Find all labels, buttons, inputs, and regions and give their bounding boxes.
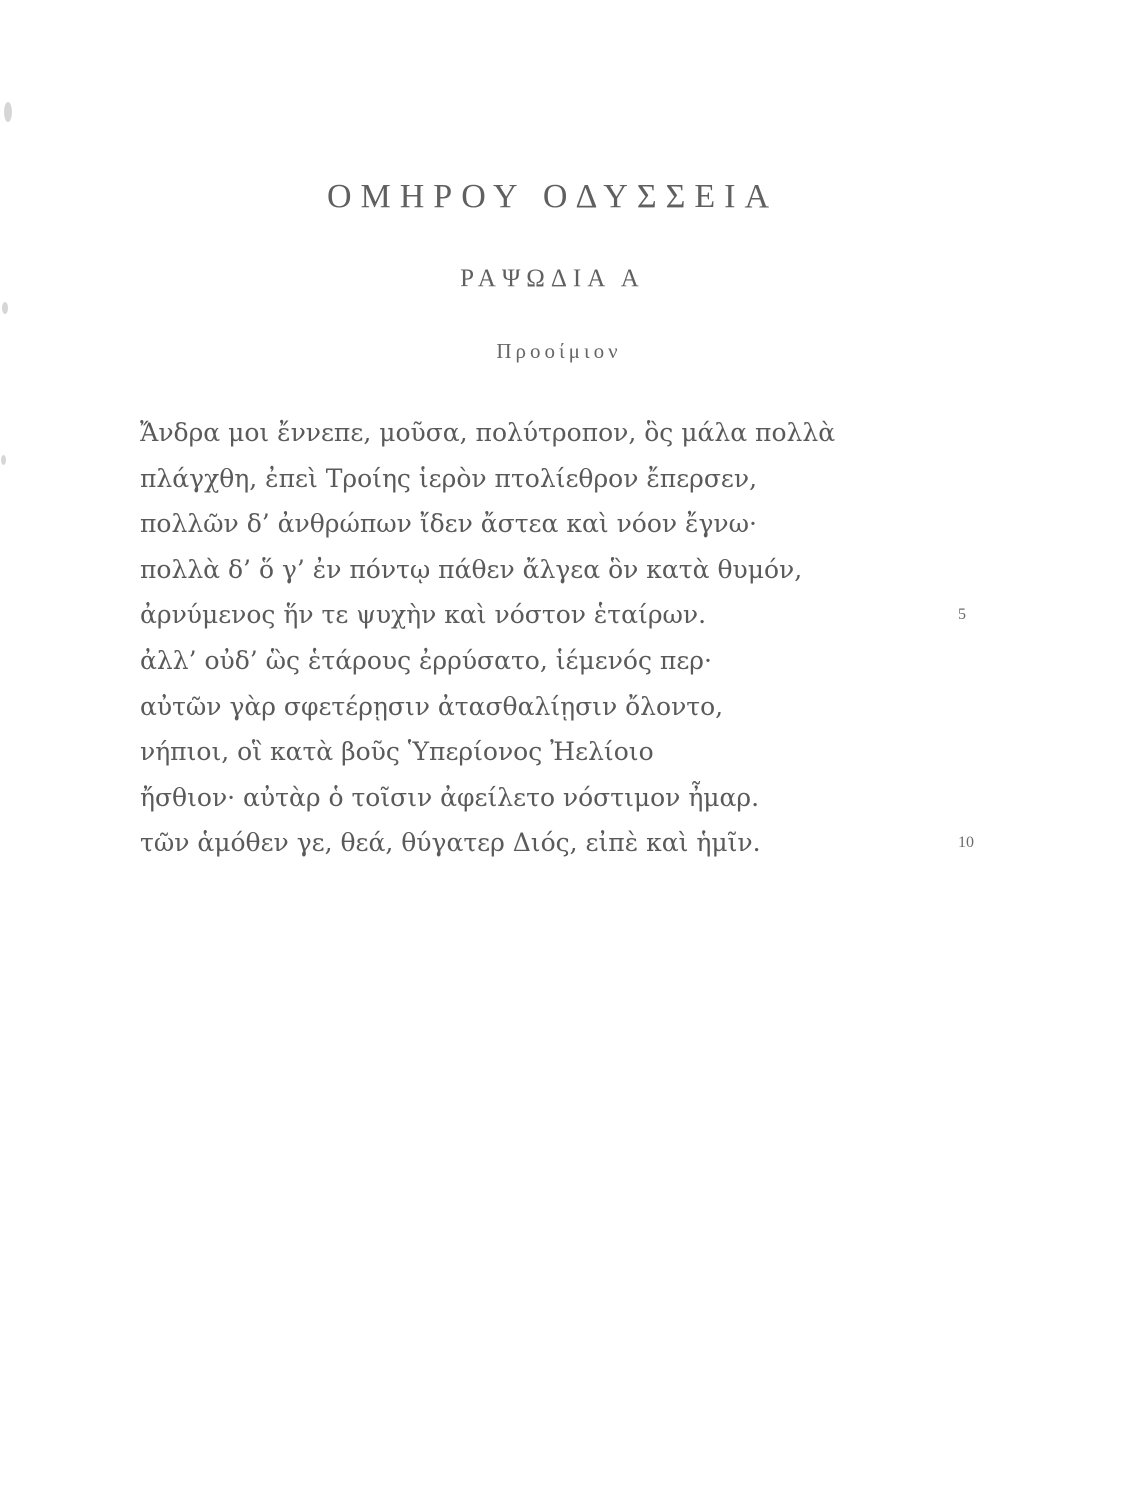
verse-line <box>140 820 1000 866</box>
margin-speck <box>4 102 12 122</box>
margin-speck <box>1 455 6 465</box>
verse-text: νήπιοι, οἳ κατὰ βοῦς Ὑπερίονος Ἠελίοιο <box>140 737 654 767</box>
verse-text: Ἄνδρα μοι ἔννεπε, μοῦσα, πολύτροπον, ὃς μάλα πολλὰ <box>140 418 836 447</box>
section-heading: Προοίμιον <box>496 339 622 363</box>
verse-text: ἤσθιον· αὐτὰρ ὁ τοῖσιν ἀφείλετο νόστιμον ἦμαρ. <box>140 782 760 812</box>
verse-line <box>140 638 1000 684</box>
verse-block <box>140 410 1000 866</box>
verse-text: τῶν ἁμόθεν γε, θεά, θύγατερ Διός, εἰπὲ καὶ ἡμῖν. <box>140 828 761 858</box>
line-number: 10 <box>958 834 974 852</box>
verse-text: αὐτῶν γὰρ σφετέρῃσιν ἀτασθαλίῃσιν ὄλοντο, <box>140 691 724 721</box>
line-number: 5 <box>958 606 966 624</box>
verse-line <box>140 410 1000 456</box>
verse-text: πλάγχθη, ἐπεὶ Τροίης ἱερὸν πτολίεθρον ἔπερσεν, <box>140 463 758 493</box>
verse-text: ἀρνύμενος ἥν τε ψυχὴν καὶ νόστον ἑταίρων. <box>140 600 707 630</box>
verse-line <box>140 592 1000 638</box>
verse-text: ἀλλ’ οὐδ’ ὣς ἑτάρους ἐρρύσατο, ἱέμενός περ· <box>140 645 712 675</box>
verse-text: πολλὰ δ’ ὅ γ’ ἐν πόντῳ πάθεν ἄλγεα ὃν κατὰ θυμόν, <box>140 554 803 584</box>
verse-line <box>140 456 1000 502</box>
verse-line <box>140 501 1000 547</box>
verse-line <box>140 547 1000 593</box>
margin-speck <box>2 302 8 314</box>
verse-text: πολλῶν δ’ ἀνθρώπων ἴδεν ἄστεα καὶ νόον ἔγνω· <box>140 509 757 539</box>
verse-line <box>140 729 1000 775</box>
work-title: ΟΜΗΡΟΥ ΟΔΥΣΣΕΙΑ <box>326 178 779 215</box>
book-heading: ΡΑΨΩΔΙΑ Α <box>460 265 645 292</box>
verse-line <box>140 684 1000 730</box>
verse-line <box>140 775 1000 821</box>
